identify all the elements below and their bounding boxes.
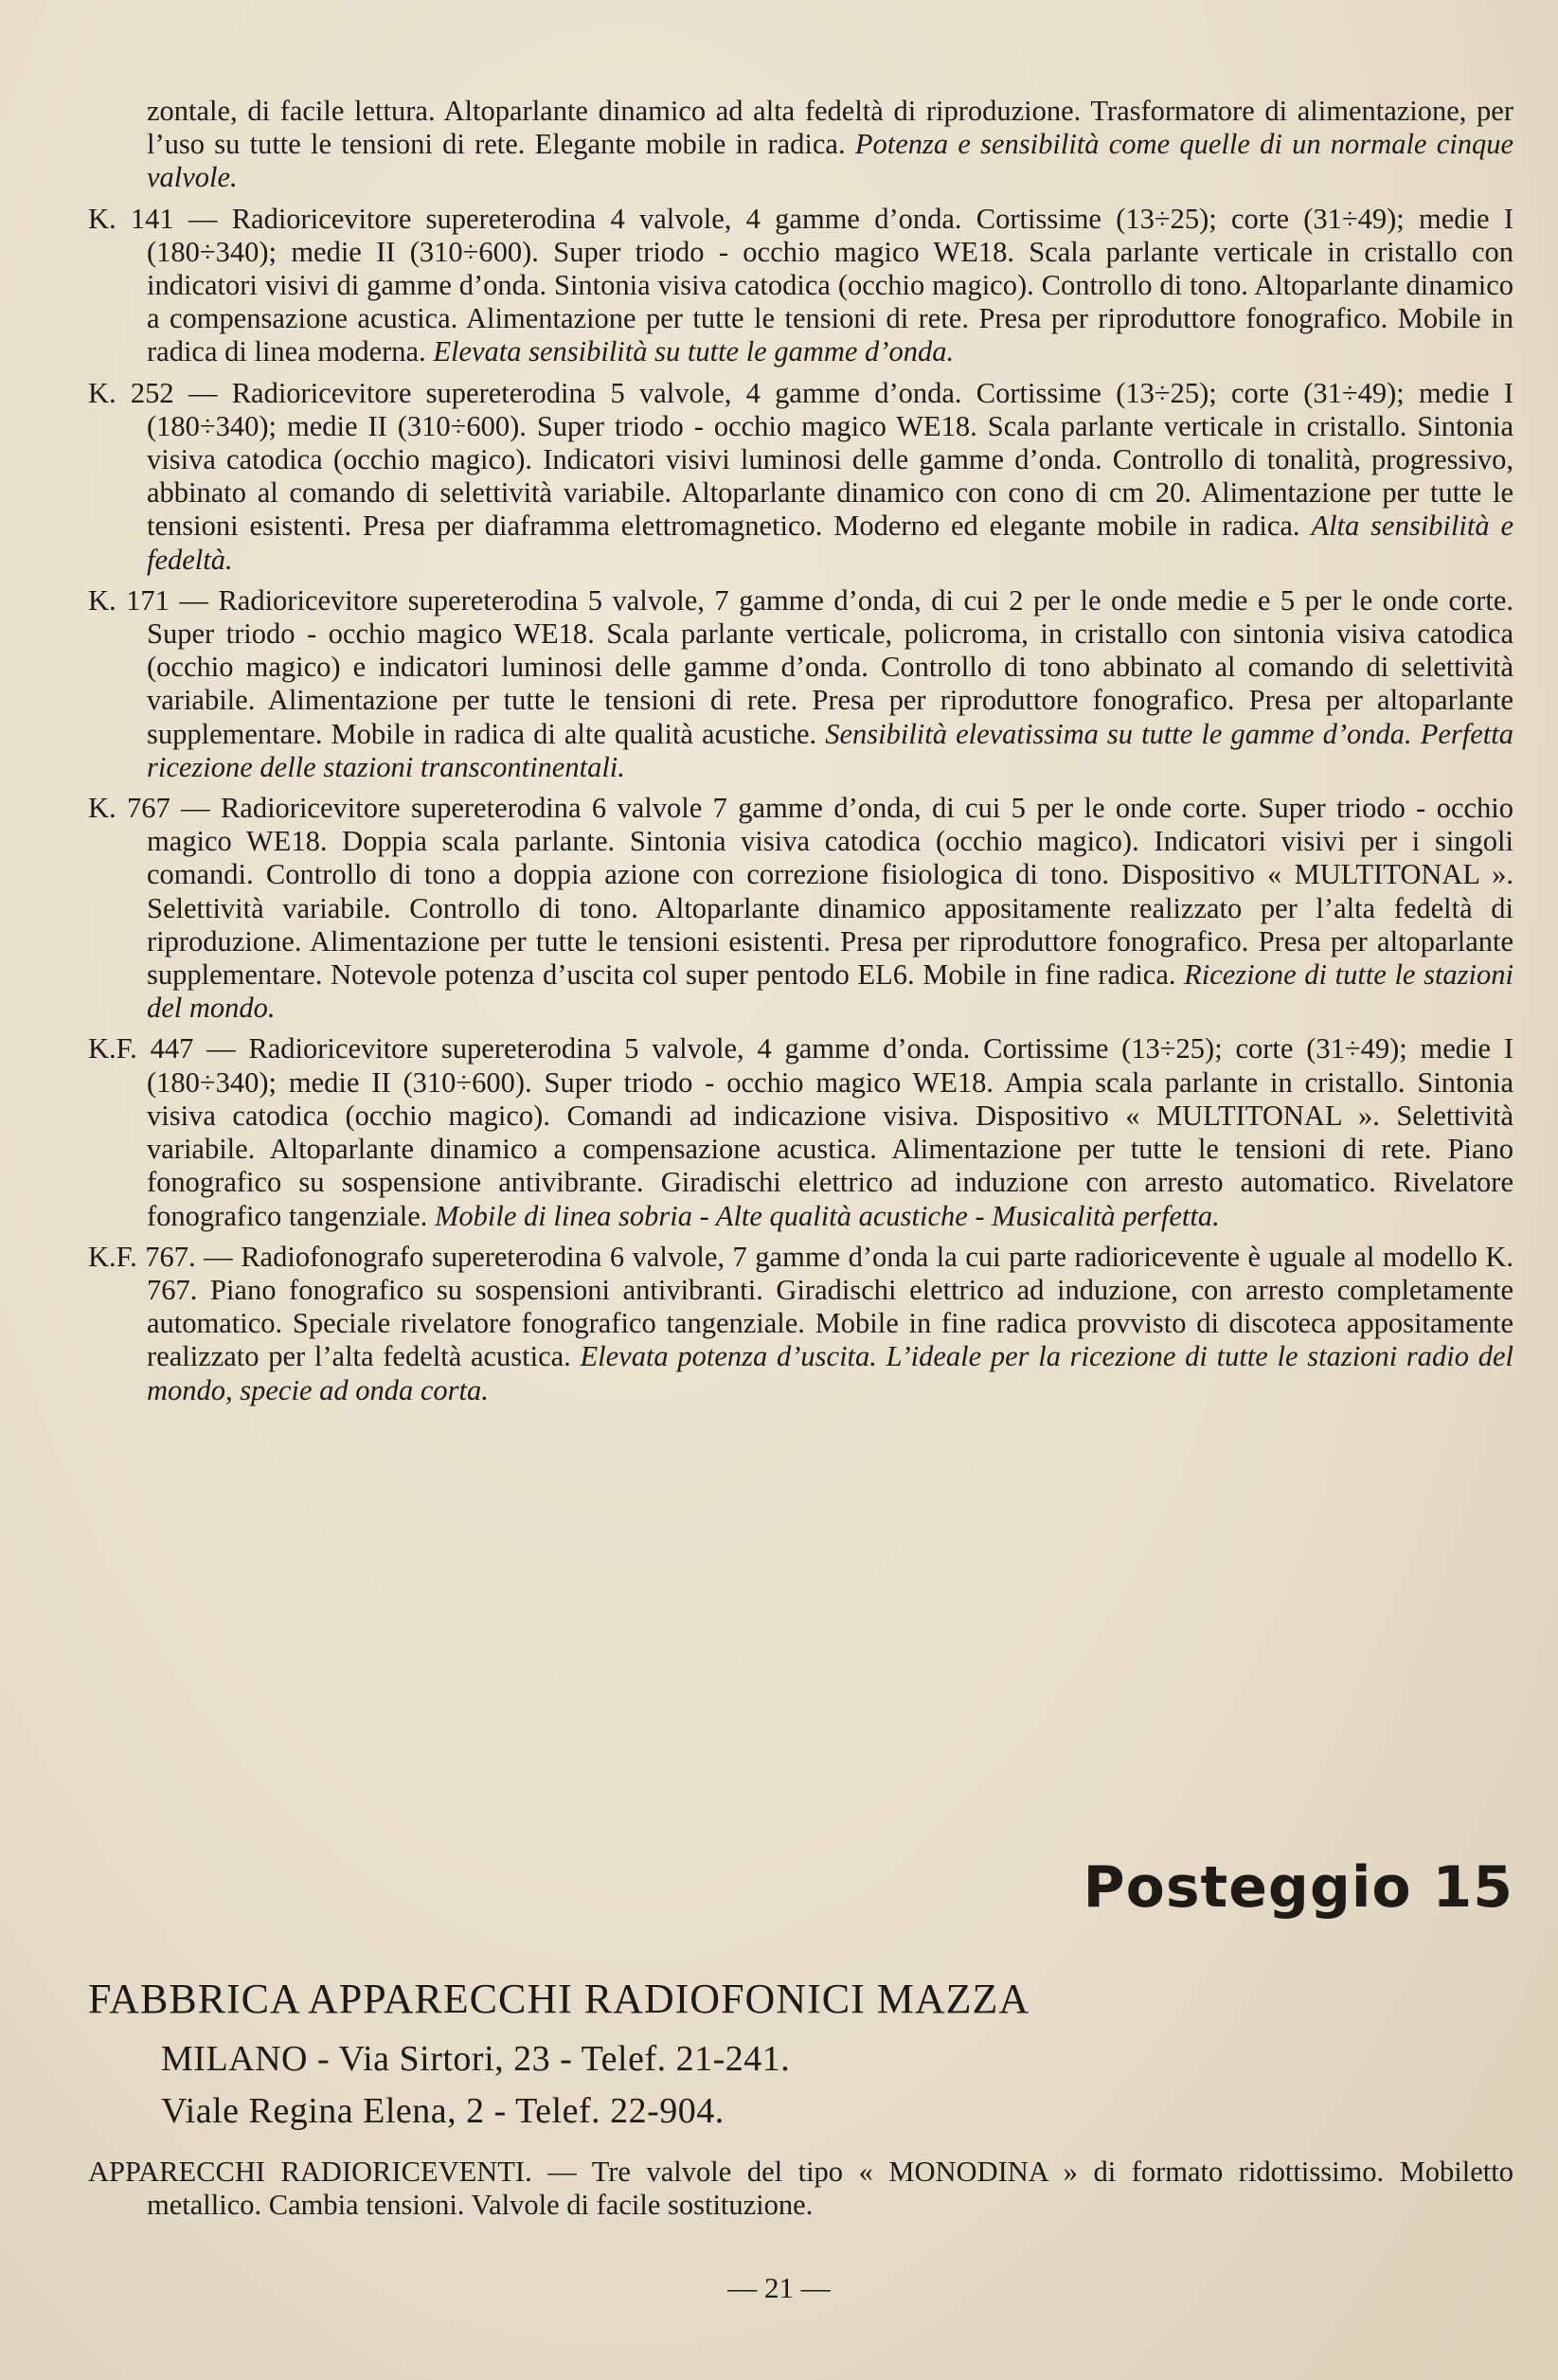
company-name: FABBRICA APPARECCHI RADIOFONICI MAZZA: [88, 1976, 1030, 2022]
entry-description: — Radioricevitore supereterodina 4 valvole, 4 gamme d’onda. Cortissime (13÷25); corte (31÷49); medie I (180÷340); medie II (310÷600). Super triodo - occhio magico WE18. Scala parlante verticale in cristallo con indicatori visivi di gamme d’onda. Sintonia visiva catodica (occhio magico). Controllo di tono. Altoparlante dinamico a compensazione acustica. Alimentazione per tutte le tensioni di rete. Presa per riproduttore fonografico. Mobile in radica di linea moderna.: [147, 202, 1513, 368]
entry-kf767: [88, 1241, 1513, 1407]
entry-description: — Radioricevitore supereterodina 6 valvole 7 gamme d’onda, di cui 5 per le onde corte. Super triodo - occhio magico WE18. Doppia scala parlante. Sintonia visiva catodica (occhio magico). Indicatori visivi per i singoli comandi. Controllo di tono a doppia azione con correzione fisiologica di tono. Dispositivo « MULTITONAL ». Selettività variabile. Controllo di tono. Altoparlante dinamico appositamente realizzato per l’alta fedeltà di riproduzione. Alimentazione per tutte le tensioni esistenti. Presa per riproduttore fonografico. Presa per altoparlante supplementare. Notevole potenza d’uscita col super pentodo EL6. Mobile in fine radica.: [147, 792, 1513, 992]
entry-k252: [88, 377, 1513, 577]
intro-text: zontale, di facile lettura. Altoparlante dinamico ad alta fedeltà di riproduzione. Trasformatore di alimentazione, per l’uso su tutte le tensioni di rete. Elegante mobile in radica.: [147, 95, 1513, 161]
intro-paragraph: [88, 95, 1513, 195]
entry-code: K. 141: [88, 202, 174, 235]
entry-description: — Radiofonografo supereterodina 6 valvole, 7 gamme d’onda la cui parte radioricevente è uguale al modello K. 767. Piano fonografico su sospensioni antivibranti. Giradischi elettrico ad induzione, con arresto completamente automatico. Speciale rivelatore fonografico tangenziale. Mobile in fine radica provvisto di discoteca appositamente realizzato per l’alta fedeltà acustica.: [147, 1240, 1513, 1373]
booth-number: Posteggio 15: [1083, 1854, 1513, 1921]
entry-highlight: Alta sensibilità e fedeltà.: [147, 510, 1514, 576]
entry-text: [88, 203, 1513, 369]
entry-k767: [88, 792, 1513, 1025]
company-address-milano: MILANO - Via Sirtori, 23 - Telef. 21-241.: [161, 2039, 791, 2079]
entry-highlight: Sensibilità elevatissima su tutte le gamme d’onda. Perfetta ricezione delle stazioni transcontinentali.: [147, 717, 1513, 783]
entry-text: [88, 1032, 1513, 1232]
entry-highlight: Ricezione di tutte le stazioni del mondo.: [147, 958, 1513, 1025]
entry-text: [88, 377, 1513, 577]
entry-code: K.F. 447: [88, 1032, 194, 1065]
entry-highlight: Elevata sensibilità su tutte le gamme d’onda.: [433, 335, 955, 368]
entry-highlight: Mobile di linea sobria - Alte qualità acustiche - Musicalità perfetta.: [435, 1199, 1220, 1232]
entry-code: K. 252: [88, 376, 174, 409]
entry-description: — Radioricevitore supereterodina 5 valvole, 4 gamme d’onda. Cortissime (13÷25); corte (31÷49); medie I (180÷340); medie II (310÷600). Super triodo - occhio magico WE18. Ampia scala parlante in cristallo. Sintonia visiva catodica (occhio magico). Comandi ad indicazione visiva. Dispositivo « MULTITONAL ». Selettività variabile. Altoparlante dinamico a compensazione acustica. Alimentazione per tutte le tensioni di rete. Piano fonografico su sospensione antivibrante. Giradischi elettrico ad induzione con arresto automatico. Rivelatore fonografico tangenziale.: [147, 1032, 1513, 1232]
entry-code: K. 171: [88, 583, 170, 617]
entry-kf447: [88, 1032, 1513, 1232]
entry-text: [88, 792, 1513, 1025]
product-list: [88, 95, 1513, 1407]
entry-code: K. 767: [88, 792, 170, 825]
intro-italic: Potenza e sensibilità come quelle di un normale cinque valvole.: [147, 128, 1513, 194]
entry-description: — Radioricevitore supereterodina 5 valvole, 4 gamme d’onda. Cortissime (13÷25); corte (31÷49); medie I (180÷340); medie II (310÷600). Super triodo - occhio magico WE18. Scala parlante verticale in cristallo. Sintonia visiva catodica (occhio magico). Indicatori visivi luminosi delle gamme d’onda. Controllo di tonalità, progressivo, abbinato al comando di selettività variabile. Altoparlante dinamico con cono di cm 20. Alimentazione per tutte le tensioni esistenti. Presa per diaframma elettromagnetico. Moderno ed elegante mobile in radica.: [147, 376, 1513, 543]
entry-code: K.F. 767.: [88, 1240, 196, 1273]
company-address-viale: Viale Regina Elena, 2 - Telef. 22-904.: [161, 2091, 725, 2131]
entry-highlight: Elevata potenza d’uscita. L’ideale per la ricezione di tutte le stazioni radio del mondo, specie ad onda corta.: [147, 1340, 1513, 1406]
entry-radioriceventi: [88, 2156, 1513, 2222]
entry-text: [88, 584, 1513, 784]
entry-description: — Radioricevitore supereterodina 5 valvole, 7 gamme d’onda, di cui 2 per le onde medie e 5 per le onde corte. Super triodo - occhio magico WE18. Scala parlante verticale, policroma, in cristallo con sintonia visiva catodica (occhio magico) e indicatori luminosi delle gamme d’onda. Controllo di tono abbinato al comando di selettività variabile. Alimentazione per tutte le tensioni di rete. Presa per riproduttore fonografico. Presa per altoparlante supplementare. Mobile in radica di alte qualità acustiche.: [147, 583, 1513, 750]
entry-k141: [88, 203, 1513, 369]
entry-description: APPARECCHI RADIORICEVENTI. — Tre valvole del tipo « MONODINA » di formato ridottissimo. Mobiletto metallico. Cambia tensioni. Valvole di facile sostituzione.: [88, 2156, 1513, 2222]
entry-text: [88, 1241, 1513, 1407]
page-number: — 21 —: [727, 2271, 831, 2304]
entry-k171: [88, 584, 1513, 784]
